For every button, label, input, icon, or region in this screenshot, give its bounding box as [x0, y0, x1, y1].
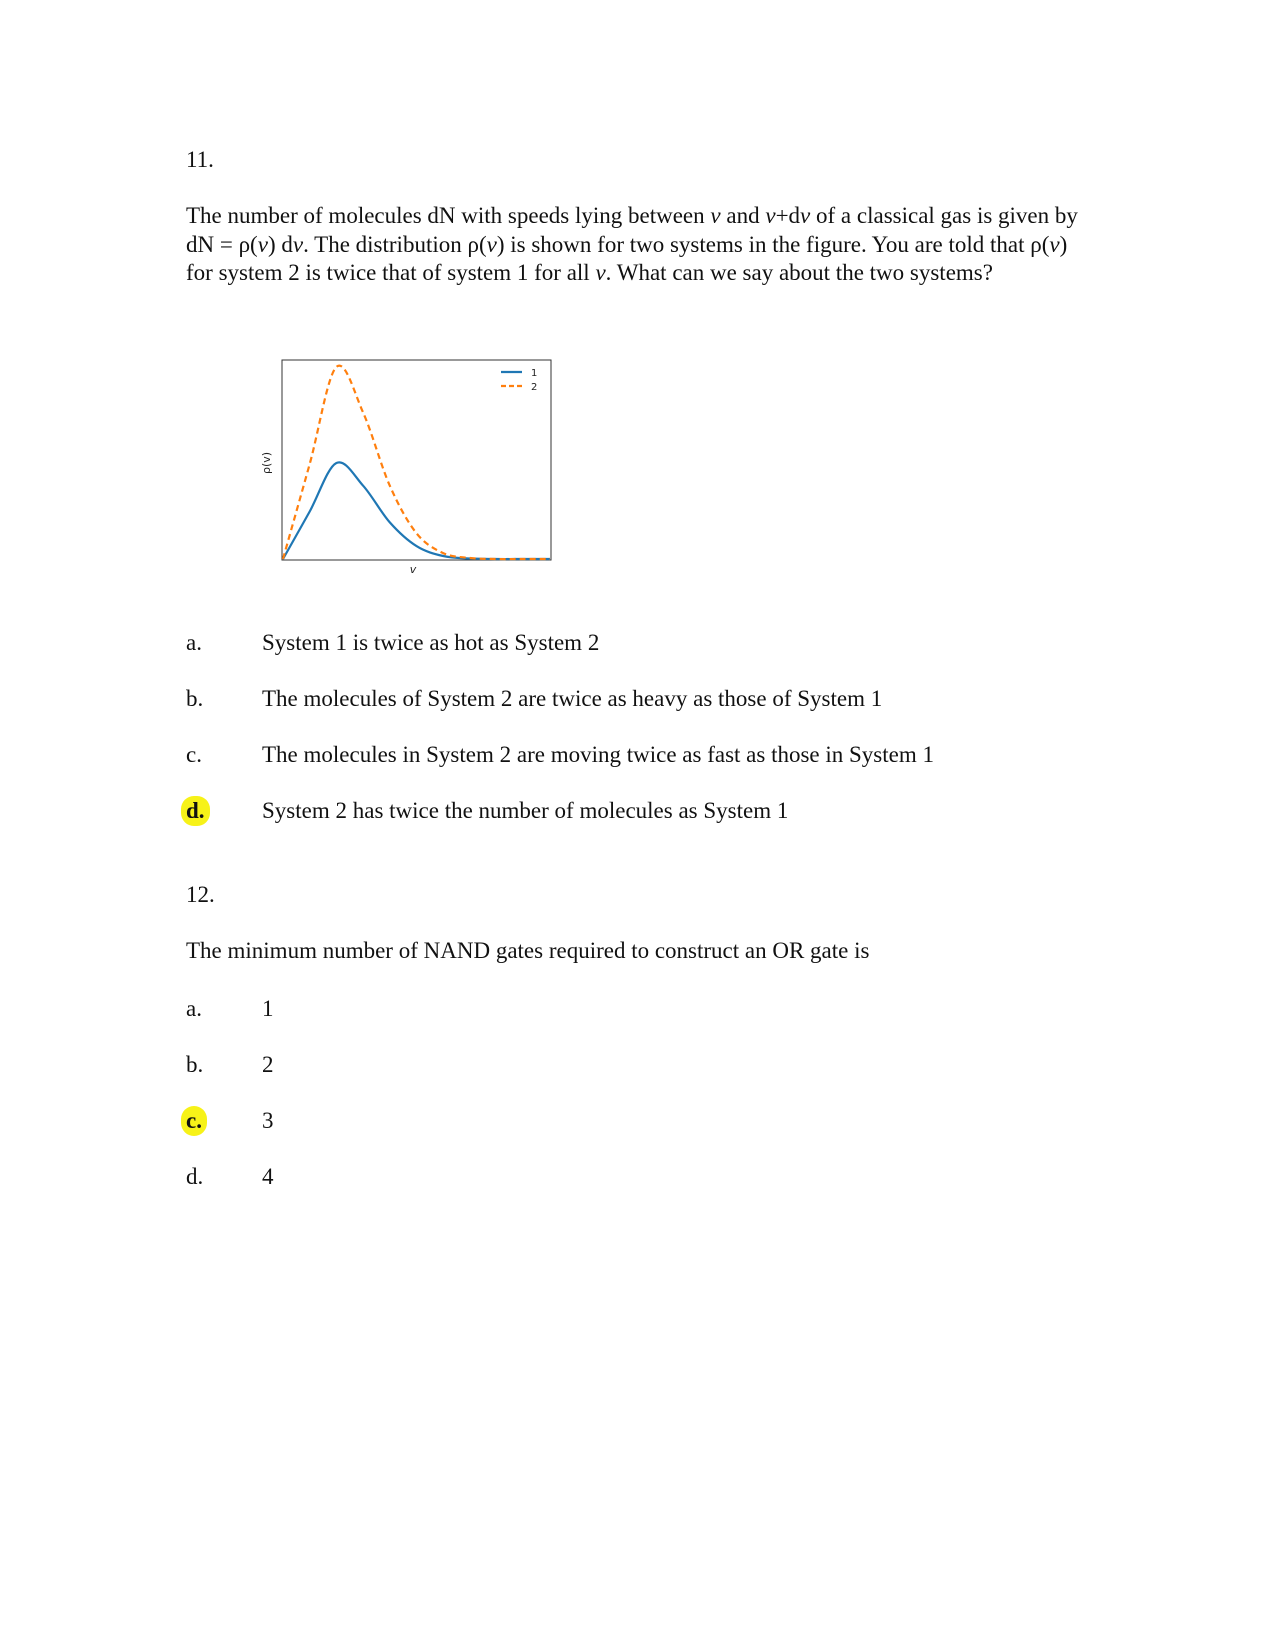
question-12-stem: The minimum number of NAND gates required to construct an OR gate is [186, 938, 870, 963]
legend-label-1: 1 [531, 368, 538, 379]
question-12-option-letter: a. [186, 996, 202, 1021]
question-11-option-text: The molecules in System 2 are moving twice as fast as those in System 1 [262, 742, 934, 767]
x-axis-label: v [409, 563, 417, 575]
question-11-option-letter: b. [186, 686, 204, 711]
y-axis-label: ρ(v) [260, 451, 273, 475]
question-11-option-letter: d. [181, 796, 210, 826]
question-12-option-text: 3 [262, 1108, 274, 1133]
series-1-line [283, 462, 550, 559]
question-11-option-text: System 2 has twice the number of molecules as System 1 [262, 798, 789, 823]
question-11-option-text: System 1 is twice as hot as System 2 [262, 630, 600, 655]
question-12-number: 12. [186, 882, 215, 907]
question-12-option-letter: c. [181, 1106, 207, 1136]
question-11-option-letter: c. [186, 742, 202, 767]
question-12-option-letter: b. [186, 1052, 204, 1077]
question-12-option-text: 1 [262, 996, 274, 1021]
question-11-number: 11. [186, 147, 214, 172]
question-12-option-text: 2 [262, 1052, 274, 1077]
series-2-line [283, 366, 550, 560]
question-11-stem: The number of molecules dN with speeds lying between v and v+dv of a classical gas is given by dN = ρ(v) dv. The distribution ρ(v) is shown for two systems in the figure. You are told that ρ(v) for system 2 is twice that of system 1 for all v. What can we say about the two systems? [186, 203, 1078, 285]
question-11-option-text: The molecules of System 2 are twice as heavy as those of System 1 [262, 686, 883, 711]
speed-distribution-chart [256, 355, 556, 575]
legend-label-2: 2 [531, 382, 538, 393]
speed-distribution-figure [256, 355, 556, 580]
question-12-option-text: 4 [262, 1164, 274, 1189]
question-11-option-letter: a. [186, 630, 202, 655]
plot-frame [282, 360, 551, 560]
question-12-option-letter: d. [186, 1164, 204, 1189]
legend [501, 368, 537, 393]
